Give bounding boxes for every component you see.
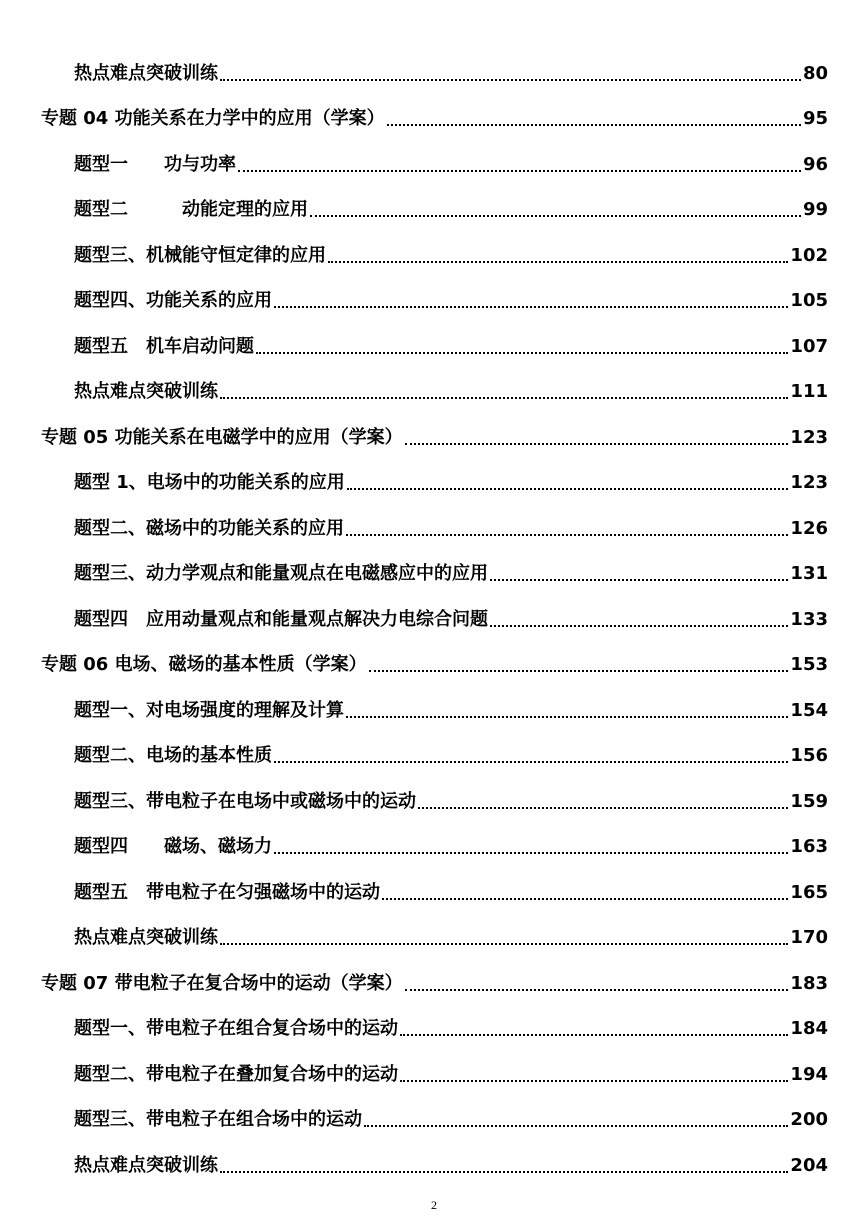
toc-entry-title: 专题 05 功能关系在电磁学中的应用（学案） [41,426,403,448]
page-number: 2 [431,1198,437,1212]
toc-entry-title: 题型三、带电粒子在组合场中的运动 [74,1109,362,1130]
toc-entry-title: 热点难点突破训练 [74,927,218,948]
toc-entry-title: 题型二、带电粒子在叠加复合场中的运动 [74,1063,398,1085]
toc-entry-page: 126 [790,517,828,539]
toc-entry-page: 156 [790,745,828,766]
toc-section-entry[interactable] [0,678,868,724]
toc-entry-page: 183 [790,972,828,994]
toc-section-entry[interactable] [0,1133,868,1179]
toc-entry-title: 专题 06 电场、磁场的基本性质（学案） [41,654,367,675]
toc-entry-page: 105 [790,290,828,311]
toc-section-entry[interactable] [0,815,868,861]
toc-section-entry[interactable] [0,997,868,1043]
toc-section-entry[interactable] [0,223,868,269]
toc-dot-leader [220,397,788,399]
toc-dot-leader [274,852,788,854]
toc-section-entry[interactable] [0,41,868,87]
toc-entry-title: 题型三、机械能守恒定律的应用 [74,244,326,266]
toc-entry-title: 题型四、功能关系的应用 [74,290,272,311]
toc-dot-leader [405,989,789,991]
toc-entry-page: 200 [790,1109,828,1130]
toc-entry-page: 194 [790,1063,828,1085]
toc-entry-title: 题型四 磁场、磁场力 [74,836,272,857]
toc-dot-leader [490,625,788,627]
toc-dot-leader [256,352,788,354]
toc-entry-title: 专题 07 带电粒子在复合场中的运动（学案） [41,972,403,994]
toc-dot-leader [382,898,788,900]
toc-entry-page: 107 [790,335,828,357]
toc-dot-leader [220,943,788,945]
toc-chapter-entry[interactable] [0,633,868,679]
toc-dot-leader [274,306,788,308]
toc-entry-title: 题型三、带电粒子在电场中或磁场中的运动 [74,790,416,812]
toc-entry-title: 题型一、带电粒子在组合复合场中的运动 [74,1018,398,1039]
toc-dot-leader [387,124,801,126]
toc-dot-leader [346,534,788,536]
toc-entry-page: 133 [790,608,828,630]
toc-dot-leader [220,79,801,81]
toc-entry-title: 专题 04 功能关系在力学中的应用（学案） [41,108,385,129]
toc-entry-page: 95 [802,108,828,129]
toc-section-entry[interactable] [0,587,868,633]
toc-entry-title: 热点难点突破训练 [74,1154,218,1176]
toc-entry-title: 题型 1、电场中的功能关系的应用 [74,472,345,493]
toc-entry-page: 102 [790,244,828,266]
toc-dot-leader [490,579,788,581]
toc-section-entry[interactable] [0,1088,868,1134]
toc-section-entry[interactable] [0,451,868,497]
toc-section-entry[interactable] [0,314,868,360]
toc-section-entry[interactable] [0,542,868,588]
toc-section-entry[interactable] [0,360,868,406]
toc-dot-leader [328,261,788,263]
toc-dot-leader [364,1125,788,1127]
toc-chapter-entry[interactable] [0,87,868,133]
table-of-contents [0,41,868,1179]
toc-section-entry[interactable] [0,132,868,178]
toc-chapter-entry[interactable] [0,405,868,451]
toc-entry-title: 热点难点突破训练 [74,62,218,84]
toc-entry-page: 204 [790,1154,828,1176]
toc-dot-leader [418,807,788,809]
toc-dot-leader [405,443,789,445]
toc-entry-title: 题型二、电场的基本性质 [74,745,272,766]
toc-section-entry[interactable] [0,496,868,542]
toc-entry-title: 题型二、磁场中的功能关系的应用 [74,517,344,539]
toc-entry-title: 题型五 带电粒子在匀强磁场中的运动 [74,881,380,903]
toc-entry-page: 80 [802,62,828,84]
toc-dot-leader [238,170,801,172]
toc-entry-title: 题型一、对电场强度的理解及计算 [74,699,344,721]
toc-entry-title: 题型五 机车启动问题 [74,335,254,357]
toc-entry-title: 题型三、动力学观点和能量观点在电磁感应中的应用 [74,563,488,584]
toc-dot-leader [220,1171,788,1173]
toc-dot-leader [346,716,788,718]
toc-entry-title: 题型四 应用动量观点和能量观点解决力电综合问题 [74,608,488,630]
toc-entry-title: 热点难点突破训练 [74,381,218,402]
toc-section-entry[interactable] [0,178,868,224]
toc-section-entry[interactable] [0,860,868,906]
toc-entry-title: 题型一 功与功率 [74,153,236,175]
toc-dot-leader [400,1034,788,1036]
toc-entry-page: 154 [790,699,828,721]
toc-dot-leader [347,488,789,490]
toc-dot-leader [400,1080,788,1082]
toc-entry-page: 111 [790,381,828,402]
toc-dot-leader [310,215,801,217]
toc-entry-page: 123 [790,426,828,448]
toc-entry-title: 题型二 动能定理的应用 [74,199,308,220]
toc-entry-page: 96 [802,153,828,175]
toc-section-entry[interactable] [0,769,868,815]
toc-entry-page: 163 [790,836,828,857]
toc-entry-page: 170 [790,927,828,948]
toc-entry-page: 159 [790,790,828,812]
toc-chapter-entry[interactable] [0,951,868,997]
toc-entry-page: 184 [790,1018,828,1039]
toc-section-entry[interactable] [0,1042,868,1088]
toc-dot-leader [274,761,788,763]
toc-entry-page: 165 [790,881,828,903]
toc-entry-page: 131 [790,563,828,584]
toc-section-entry[interactable] [0,724,868,770]
toc-dot-leader [369,670,789,672]
toc-entry-page: 99 [802,199,828,220]
toc-entry-page: 153 [790,654,828,675]
toc-entry-page: 123 [790,472,828,493]
toc-section-entry[interactable] [0,269,868,315]
toc-section-entry[interactable] [0,906,868,952]
